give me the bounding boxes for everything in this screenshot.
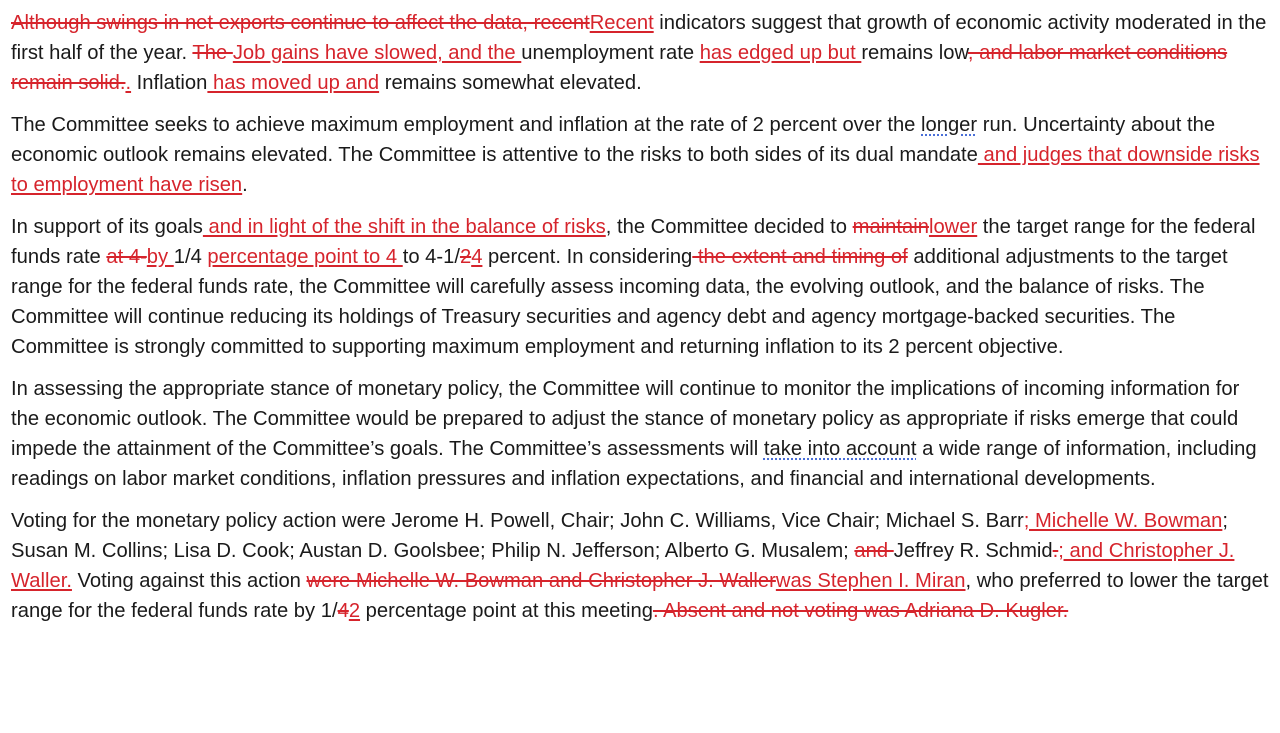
insertion: and in light of the shift in the balance of risks (202, 216, 606, 238)
insertion: was Stephen I. Miran (775, 570, 966, 592)
deletion: maintain (852, 216, 929, 238)
deletion: at 4- (106, 246, 147, 268)
insertion: ; and Christopher J. Waller. (11, 540, 1235, 592)
text-run: , who preferred to lower the target range for the federal funds rate by 1/ (11, 570, 1269, 622)
text-run: Jeffrey R. Schmid (893, 540, 1053, 562)
text-run: In support of its goals (11, 216, 203, 238)
spellcheck-flag: take into account (763, 438, 917, 460)
insertion: Recent (589, 12, 654, 34)
text-run: percentage point at this meeting (360, 600, 653, 622)
insertion: by (146, 246, 174, 268)
paragraph-policy-decision[interactable] (11, 212, 1270, 362)
insertion: has edged up but (699, 42, 862, 64)
insertion: ; Michelle W. Bowman (1023, 510, 1223, 532)
deletion: . Absent and not voting was Adriana D. Kugler. (652, 600, 1069, 622)
insertion: 4 (471, 246, 483, 268)
paragraph-economic-activity[interactable] (11, 8, 1270, 98)
text-run: , the Committee decided to (605, 216, 853, 238)
text-run: Voting against this action (71, 570, 307, 592)
deletion: were Michelle W. Bowman and Christopher J. Waller (306, 570, 776, 592)
text-run: the target range for the federal funds rate (11, 216, 1256, 268)
deletion: The (192, 42, 233, 64)
deletion: , and labor market conditions remain solid. (11, 42, 1228, 94)
deletion: and (854, 540, 894, 562)
text-run: In assessing the appropriate stance of monetary policy, the Committee will continue to monitor the implications of incoming information for the economic outlook. The Committee would be prepared to adjust the stance of monetary policy as appropriate if risks emerge that could impede the attainment of the Committee’s goals. The Committee’s assessments will (11, 378, 1240, 460)
insertion: lower (928, 216, 978, 238)
deletion: 4 (337, 600, 349, 622)
text-run: a wide range of information, including readings on labor market conditions, inflation pressures and inflation expectations, and financial and international developments. (11, 438, 1257, 490)
text-run: ; Susan M. Collins; Lisa D. Cook; Austan D. Goolsbee; Philip N. Jefferson; Alberto G. Musalem; (11, 510, 1228, 562)
paragraph-committee-goals[interactable] (11, 110, 1270, 200)
text-run: percent. In considering (482, 246, 693, 268)
text-run: The Committee seeks to achieve maximum employment and inflation at the rate of 2 percent over the (11, 114, 922, 136)
text-run: additional adjustments to the target range for the federal funds rate, the Committee will carefully assess incoming data, the evolving outlook, and the balance of risks. The Committee will continue reducing its holdings of Treasury securities and agency debt and agency mortgage-backed securities. The Committee is strongly committed to supporting maximum employment and returning inflation to its 2 percent objective. (11, 246, 1228, 358)
text-run: Inflation (131, 72, 208, 94)
deletion: Although swings in net exports continue to affect the data, recent (11, 12, 590, 34)
text-run: to 4-1/ (402, 246, 460, 268)
insertion: has moved up and (207, 72, 380, 94)
deletion: . (1052, 540, 1059, 562)
text-run: unemployment rate (521, 42, 700, 64)
paragraph-voting-record[interactable] (11, 506, 1270, 626)
insertion: 2 (348, 600, 361, 622)
text-run: 1/4 (173, 246, 208, 268)
text-run: Voting for the monetary policy action were Jerome H. Powell, Chair; John C. Williams, Vice Chair; Michael S. Barr (11, 510, 1024, 532)
deletion: 2 (459, 246, 472, 268)
text-run: remains somewhat elevated. (379, 72, 642, 94)
insertion: and judges that downside risks to employment have risen (11, 144, 1260, 196)
text-run: run. Uncertainty about the economic outlook remains elevated. The Committee is attentive to the risks to both sides of its dual mandate (11, 114, 1216, 166)
insertion: percentage point to 4 (207, 246, 403, 268)
deletion: the extent and timing of (692, 246, 908, 268)
paragraph-assessment[interactable] (11, 374, 1270, 494)
insertion: . (125, 72, 132, 94)
text-run: remains low (861, 42, 968, 64)
text-run: . (242, 174, 248, 196)
spellcheck-flag: longer (921, 114, 978, 136)
text-run: indicators suggest that growth of economic activity moderated in the first half of the year. (11, 12, 1267, 64)
insertion: Job gains have slowed, and the (232, 42, 522, 64)
